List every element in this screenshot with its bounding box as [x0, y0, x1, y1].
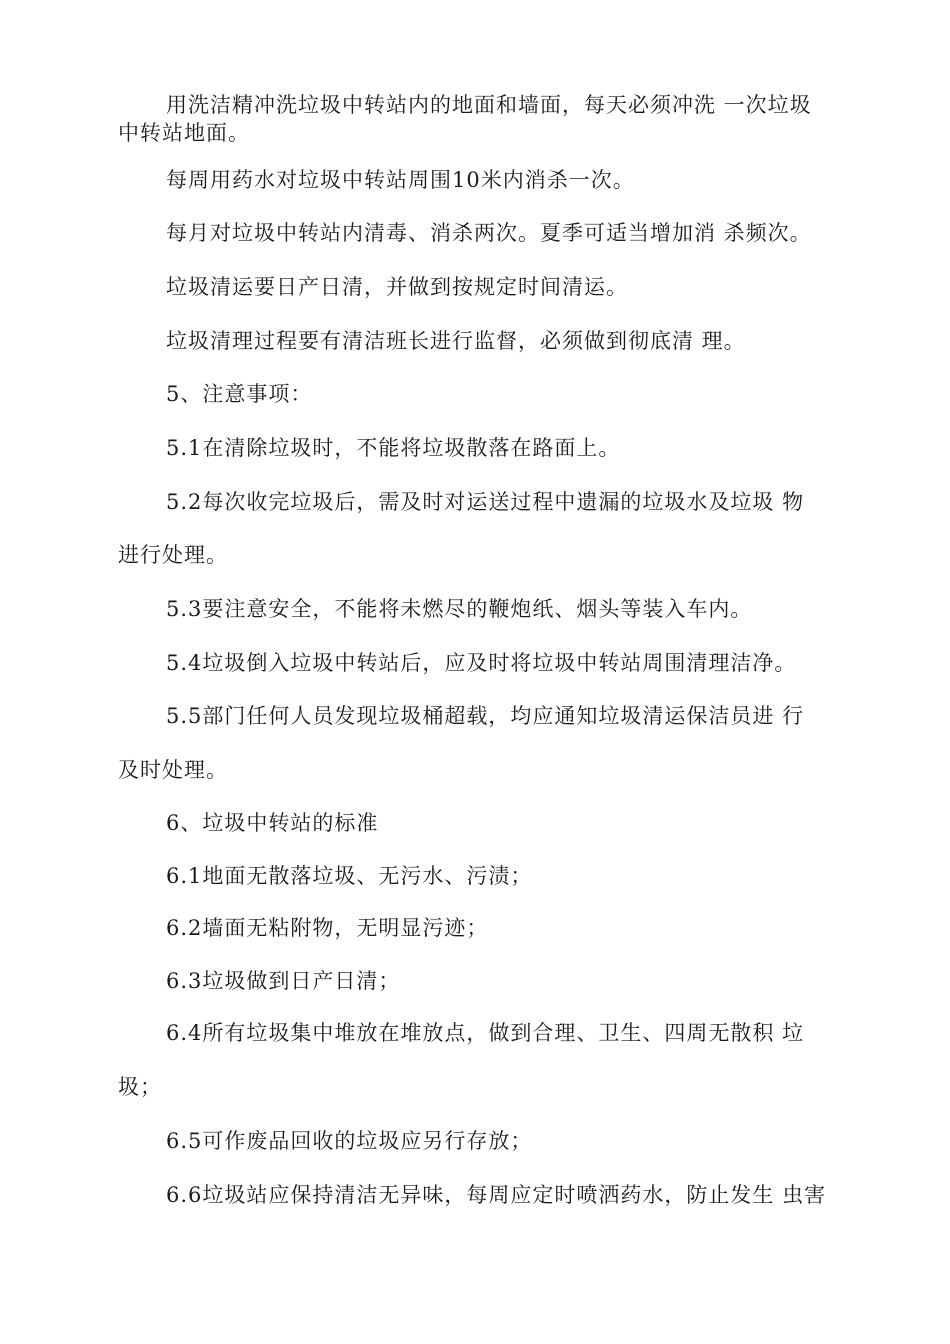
paragraph-line: 每月对垃圾中转站内清毒、消杀两次。夏季可适当增加消 杀频次。 — [166, 221, 812, 245]
list-item-continuation: 圾； — [118, 1075, 162, 1099]
paragraph-line: 垃圾清理过程要有清洁班长进行监督，必须做到彻底清 理。 — [166, 329, 746, 353]
paragraph-line: 中转站地面。 — [118, 121, 250, 145]
list-item: 5.4垃圾倒入垃圾中转站后，应及时将垃圾中转站周围清理洁净。 — [166, 651, 797, 675]
paragraph-line: 每周用药水对垃圾中转站周围10米内消杀一次。 — [166, 168, 635, 192]
list-item: 6.4所有垃圾集中堆放在堆放点，做到合理、卫生、四周无散积 垃 — [166, 1021, 805, 1045]
section-heading: 5、注意事项： — [166, 382, 313, 406]
list-item: 6.2墙面无粘附物，无明显污迹； — [166, 916, 489, 940]
paragraph-line: 垃圾清运要日产日清，并做到按规定时间清运。 — [166, 275, 628, 299]
list-item: 6.1地面无散落垃圾、无污水、污渍； — [166, 864, 533, 888]
list-item: 6.6垃圾站应保持清洁无异味，每周应定时喷洒药水，防止发生 虫害 — [166, 1183, 827, 1207]
section-heading: 6、垃圾中转站的标准 — [166, 811, 379, 835]
list-item: 6.3垃圾做到日产日清； — [166, 969, 401, 993]
list-item: 5.3要注意安全，不能将未燃尽的鞭炮纸、烟头等装入车内。 — [166, 597, 753, 621]
list-item: 5.1在清除垃圾时，不能将垃圾散落在路面上。 — [166, 436, 621, 460]
list-item-continuation: 进行处理。 — [118, 543, 228, 567]
list-item: 6.5可作废品回收的垃圾应另行存放； — [166, 1129, 533, 1153]
list-item: 5.2每次收完垃圾后，需及时对运送过程中遗漏的垃圾水及垃圾 物 — [166, 490, 805, 514]
list-item-continuation: 及时处理。 — [118, 758, 228, 782]
list-item: 5.5部门任何人员发现垃圾桶超载，均应通知垃圾清运保洁员进 行 — [166, 704, 805, 728]
paragraph-line: 用洗洁精冲洗垃圾中转站内的地面和墙面，每天必须冲洗 一次垃圾 — [166, 93, 812, 117]
